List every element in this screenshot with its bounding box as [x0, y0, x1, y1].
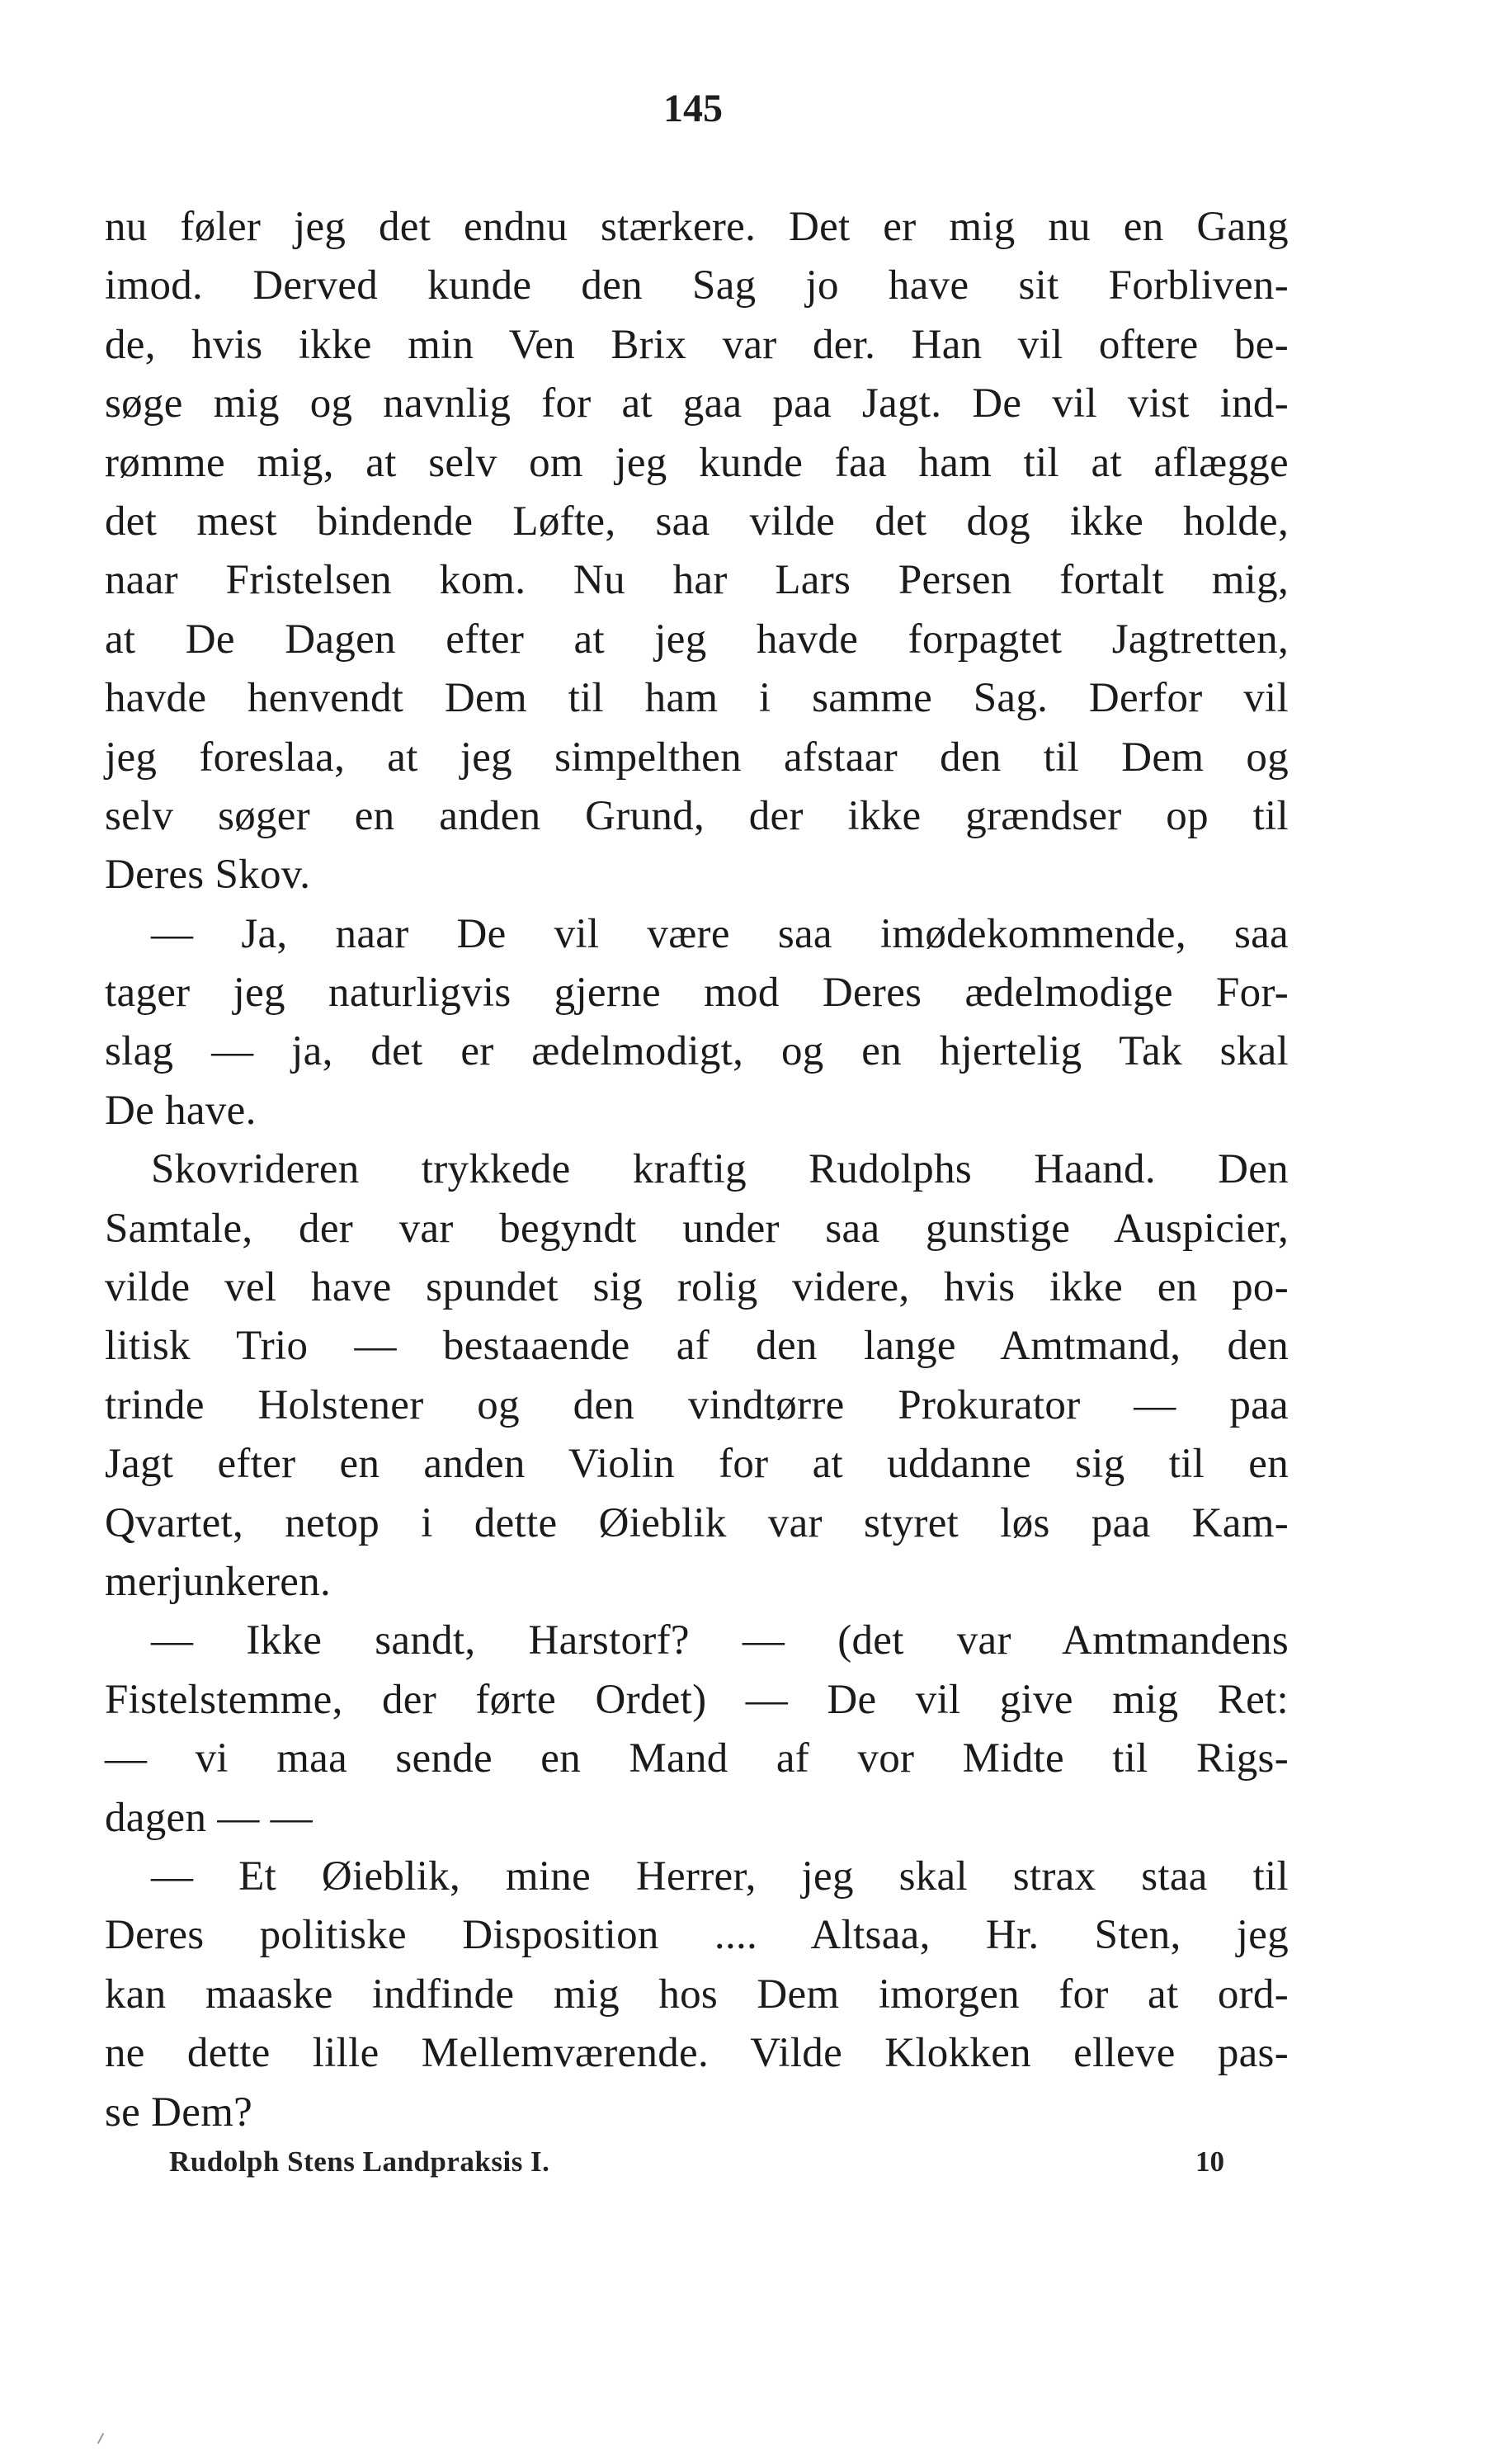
text-line: de, hvis ikke min Ven Brix var der. Han vil oftere be-: [105, 321, 1289, 368]
footer-signature-mark: 10: [1195, 2145, 1224, 2178]
text-line: trinde Holstener og den vindtørre Prokurator — paa: [105, 1381, 1289, 1428]
text-line: ne dette lille Mellemværende. Vilde Klokken elleve pas-: [105, 2030, 1289, 2077]
text-line: Deres politiske Disposition .... Altsaa, Hr. Sten, jeg: [105, 1912, 1289, 1959]
text-line: dagen — —: [105, 1794, 313, 1841]
stray-pencil-mark: [97, 2433, 104, 2443]
text-line: — Et Øieblik, mine Herrer, jeg skal strax staa til: [151, 1853, 1289, 1900]
text-line: nu føler jeg det endnu stærkere. Det er mig nu en Gang: [105, 204, 1289, 250]
text-line: imod. Derved kunde den Sag jo have sit Forbliven-: [105, 262, 1289, 309]
page-number: 145: [663, 87, 723, 130]
text-line: Deres Skov.: [105, 852, 311, 899]
text-line: rømme mig, at selv om jeg kunde faa ham til at aflægge: [105, 439, 1289, 486]
body-text: [105, 198, 1289, 2142]
text-line: — Ikke sandt, Harstorf? — (det var Amtmandens: [151, 1617, 1289, 1664]
footer-book-title: Rudolph Stens Landpraksis I.: [169, 2145, 550, 2178]
text-line: Jagt efter en anden Violin for at uddanne sig til en: [105, 1441, 1289, 1488]
text-line: slag — ja, det er ædelmodigt, og en hjertelig Tak skal: [105, 1028, 1289, 1075]
text-line: at De Dagen efter at jeg havde forpagtet Jagtretten,: [105, 616, 1289, 663]
text-line: Skovrideren trykkede kraftig Rudolphs Haand. Den: [151, 1146, 1289, 1193]
text-line: jeg foreslaa, at jeg simpelthen afstaar den til Dem og: [105, 734, 1289, 781]
text-line: merjunkeren.: [105, 1558, 332, 1605]
text-line: naar Fristelsen kom. Nu har Lars Persen fortalt mig,: [105, 557, 1289, 604]
text-line: Fistelstemme, der førte Ordet) — De vil give mig Ret:: [105, 1676, 1289, 1723]
text-line: selv søger en anden Grund, der ikke grændser op til: [105, 792, 1289, 839]
text-line: — vi maa sende en Mand af vor Midte til Rigs-: [105, 1735, 1289, 1782]
text-line: søge mig og navnlig for at gaa paa Jagt. De vil vist ind-: [105, 380, 1289, 427]
text-line: — Ja, naar De vil være saa imødekommende, saa: [151, 910, 1289, 957]
text-line: De have.: [105, 1087, 257, 1134]
text-line: Samtale, der var begyndt under saa gunstige Auspicier,: [105, 1205, 1289, 1252]
text-line: havde henvendt Dem til ham i samme Sag. Derfor vil: [105, 675, 1289, 722]
text-line: det mest bindende Løfte, saa vilde det dog ikke holde,: [105, 498, 1289, 545]
text-line: kan maaske indfinde mig hos Dem imorgen for at ord-: [105, 1971, 1289, 2018]
text-line: vilde vel have spundet sig rolig videre, hvis ikke en po-: [105, 1264, 1289, 1311]
text-line: litisk Trio — bestaaende af den lange Amtmand, den: [105, 1323, 1289, 1370]
text-line: tager jeg naturligvis gjerne mod Deres ædelmodige For-: [105, 970, 1289, 1017]
text-line: Qvartet, netop i dette Øieblik var styret løs paa Kam-: [105, 1499, 1289, 1546]
text-line: se Dem?: [105, 2089, 253, 2136]
